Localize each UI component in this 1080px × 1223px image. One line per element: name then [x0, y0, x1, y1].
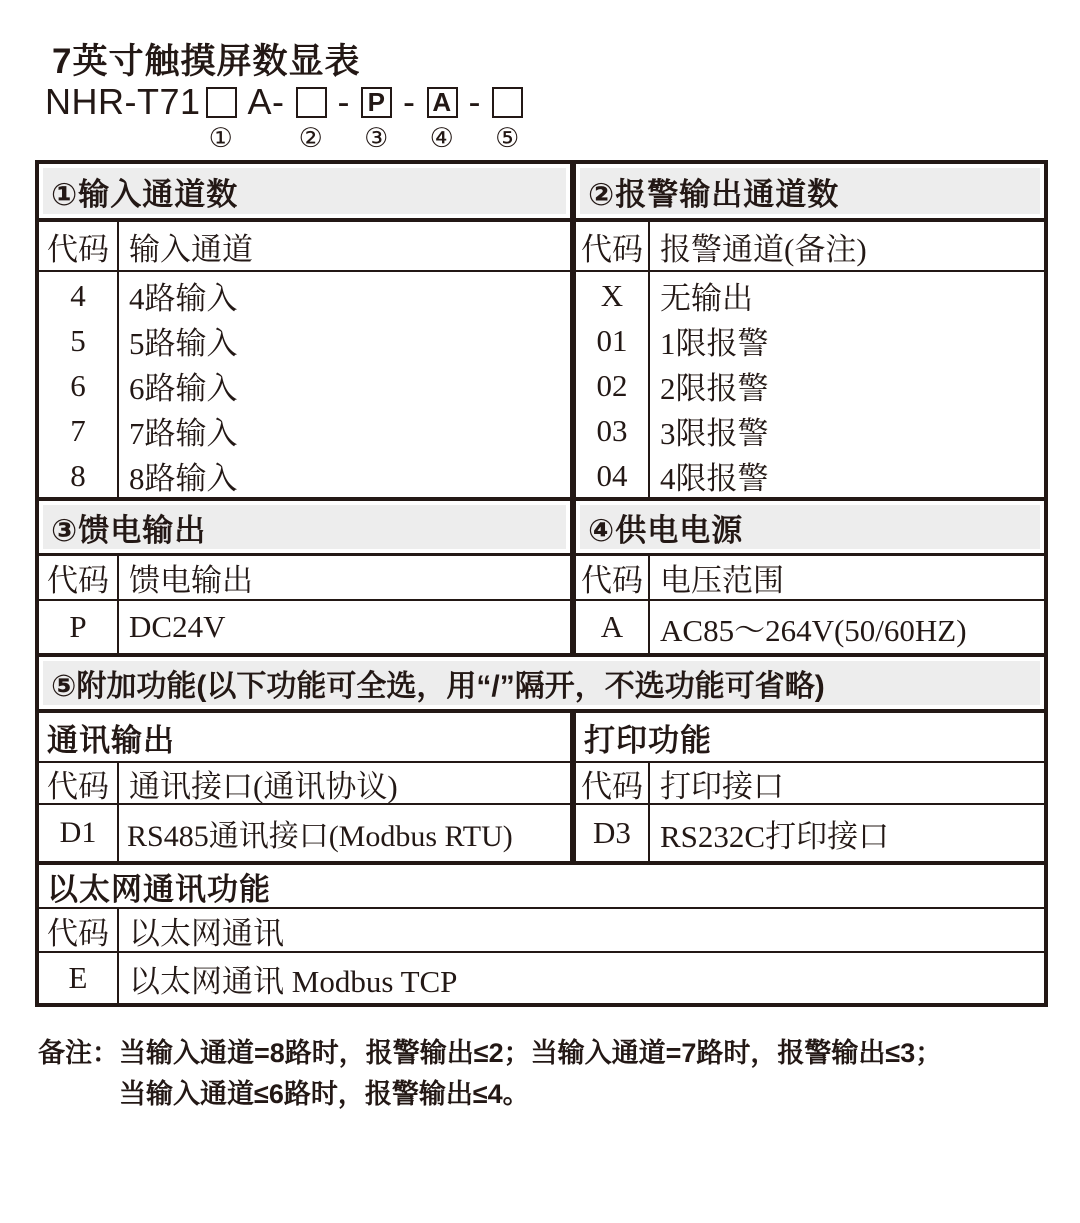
- model-prefix: NHR-T71: [45, 81, 201, 122]
- page-title: 7英寸触摸屏数显表: [52, 42, 361, 81]
- footnote-lines: [119, 1033, 942, 1115]
- input-channel-codes: [39, 272, 119, 497]
- desc-cell: 4路输入: [129, 281, 238, 316]
- model-box-2: [296, 87, 327, 118]
- spec-table: [35, 160, 1048, 1007]
- code-cell: 6: [70, 367, 86, 403]
- model-circle-4: ④: [429, 122, 455, 153]
- comm-code-header: 代码: [39, 763, 119, 803]
- input-channel-descs: [119, 272, 570, 497]
- section3-desc-header: 馈电输出: [129, 563, 253, 598]
- alarm-channel-descs: [650, 272, 1044, 497]
- model-slot-5: [492, 87, 523, 153]
- desc-cell: DC24V: [129, 609, 226, 644]
- model-slot-3: [361, 87, 392, 153]
- section-header-row-1-2: [39, 164, 1044, 218]
- model-box-4: A: [427, 87, 458, 118]
- ethernet-title: 以太网通讯功能: [47, 871, 271, 907]
- data-row-comm-print: [39, 803, 1044, 861]
- desc-cell: 4限报警: [660, 461, 769, 496]
- model-circle-3: ③: [364, 122, 389, 153]
- model-separator-3: -: [403, 81, 416, 122]
- model-circle-5: ⑤: [495, 122, 520, 153]
- code-cell: 4: [70, 277, 86, 313]
- desc-cell: 8路输入: [129, 461, 238, 496]
- print-code-header: 代码: [576, 763, 650, 803]
- subheader-row-3-4: [39, 553, 1044, 599]
- code-cell: E: [39, 953, 119, 1003]
- desc-cell: 无输出: [660, 281, 753, 316]
- subheader-row-ethernet: [39, 907, 1044, 951]
- code-cell: 02: [596, 367, 628, 403]
- section5-subsection-title-row: [39, 709, 1044, 761]
- ethernet-desc-header: 以太网通讯: [129, 915, 284, 951]
- data-row-ethernet: [39, 951, 1044, 1003]
- footnote-line-2: 当输入通道≤6路时，报警输出≤4。: [119, 1079, 530, 1109]
- ethernet-code-header: 代码: [39, 909, 119, 951]
- model-box-5: [492, 87, 523, 118]
- model-circle-2: ②: [298, 122, 324, 153]
- comm-output-title: 通讯输出: [47, 722, 175, 758]
- section4-header: ④供电电源: [580, 505, 1040, 549]
- section3-code-header: 代码: [39, 556, 119, 599]
- print-function-title: 打印功能: [584, 722, 712, 758]
- desc-cell: 以太网通讯 Modbus TCP: [129, 963, 458, 999]
- footnote-label: 备注：: [38, 1038, 119, 1068]
- section5-header: ⑤附加功能(以下功能可全选，用“/”隔开，不选功能可省略): [43, 661, 1040, 705]
- desc-cell: 2限报警: [660, 371, 769, 406]
- desc-cell: 3限报警: [660, 416, 769, 451]
- desc-cell: 6路输入: [129, 371, 238, 406]
- code-cell: P: [39, 601, 119, 653]
- section4-code-header: 代码: [576, 556, 650, 599]
- section1-code-header: 代码: [39, 222, 119, 270]
- code-cell: 01: [596, 322, 628, 358]
- section3-header: ③馈电输出: [43, 505, 566, 549]
- section4-desc-header: 电压范围: [660, 563, 784, 598]
- model-box-3: P: [361, 87, 392, 118]
- code-cell: X: [600, 277, 624, 313]
- code-cell: 7: [70, 412, 86, 448]
- code-cell: 04: [596, 457, 628, 493]
- section2-desc-header: 报警通道(备注): [660, 231, 867, 267]
- model-slot-2: [296, 87, 327, 153]
- model-box-1: [206, 87, 237, 118]
- section1-header: ①输入通道数: [43, 168, 566, 214]
- alarm-channel-codes: [576, 272, 650, 497]
- desc-cell: 1限报警: [660, 326, 769, 361]
- section-header-row-3-4: [39, 497, 1044, 553]
- model-code-line: [45, 81, 1080, 153]
- model-separator-4: -: [468, 81, 482, 122]
- code-cell: 8: [70, 457, 86, 493]
- model-separator-1: A-: [247, 81, 285, 122]
- section5-header-row: [39, 653, 1044, 709]
- code-cell: 5: [70, 322, 86, 358]
- section2-header: ②报警输出通道数: [580, 168, 1040, 214]
- model-separator-2: -: [337, 81, 351, 122]
- code-cell: A: [576, 601, 650, 653]
- subheader-row-1-2: [39, 218, 1044, 270]
- footnote-line-1: 当输入通道=8路时，报警输出≤2；当输入通道=7路时，报警输出≤3；: [119, 1038, 943, 1068]
- model-slot-4: [427, 87, 458, 153]
- subheader-row-comm-print: [39, 761, 1044, 803]
- model-circle-1: ①: [208, 122, 234, 153]
- data-row-3-4: [39, 599, 1044, 653]
- data-row-1-2: [39, 270, 1044, 497]
- code-cell: 03: [596, 412, 628, 448]
- code-cell: D3: [576, 805, 650, 861]
- section1-desc-header: 输入通道: [129, 231, 253, 267]
- ethernet-title-row: [39, 861, 1044, 907]
- footnote: [38, 1033, 1080, 1115]
- desc-cell: 7路输入: [129, 416, 238, 451]
- print-desc-header: 打印接口: [660, 768, 784, 804]
- code-cell: D1: [39, 805, 119, 861]
- comm-desc-header: 通讯接口(通讯协议): [129, 768, 398, 804]
- desc-cell: RS232C打印接口: [660, 818, 890, 854]
- model-slot-1: [206, 87, 237, 153]
- desc-cell: 5路输入: [129, 326, 238, 361]
- desc-cell: RS485通讯接口(Modbus RTU): [127, 820, 513, 853]
- desc-cell: AC85～264V(50/60HZ): [660, 612, 967, 648]
- section2-code-header: 代码: [576, 222, 650, 270]
